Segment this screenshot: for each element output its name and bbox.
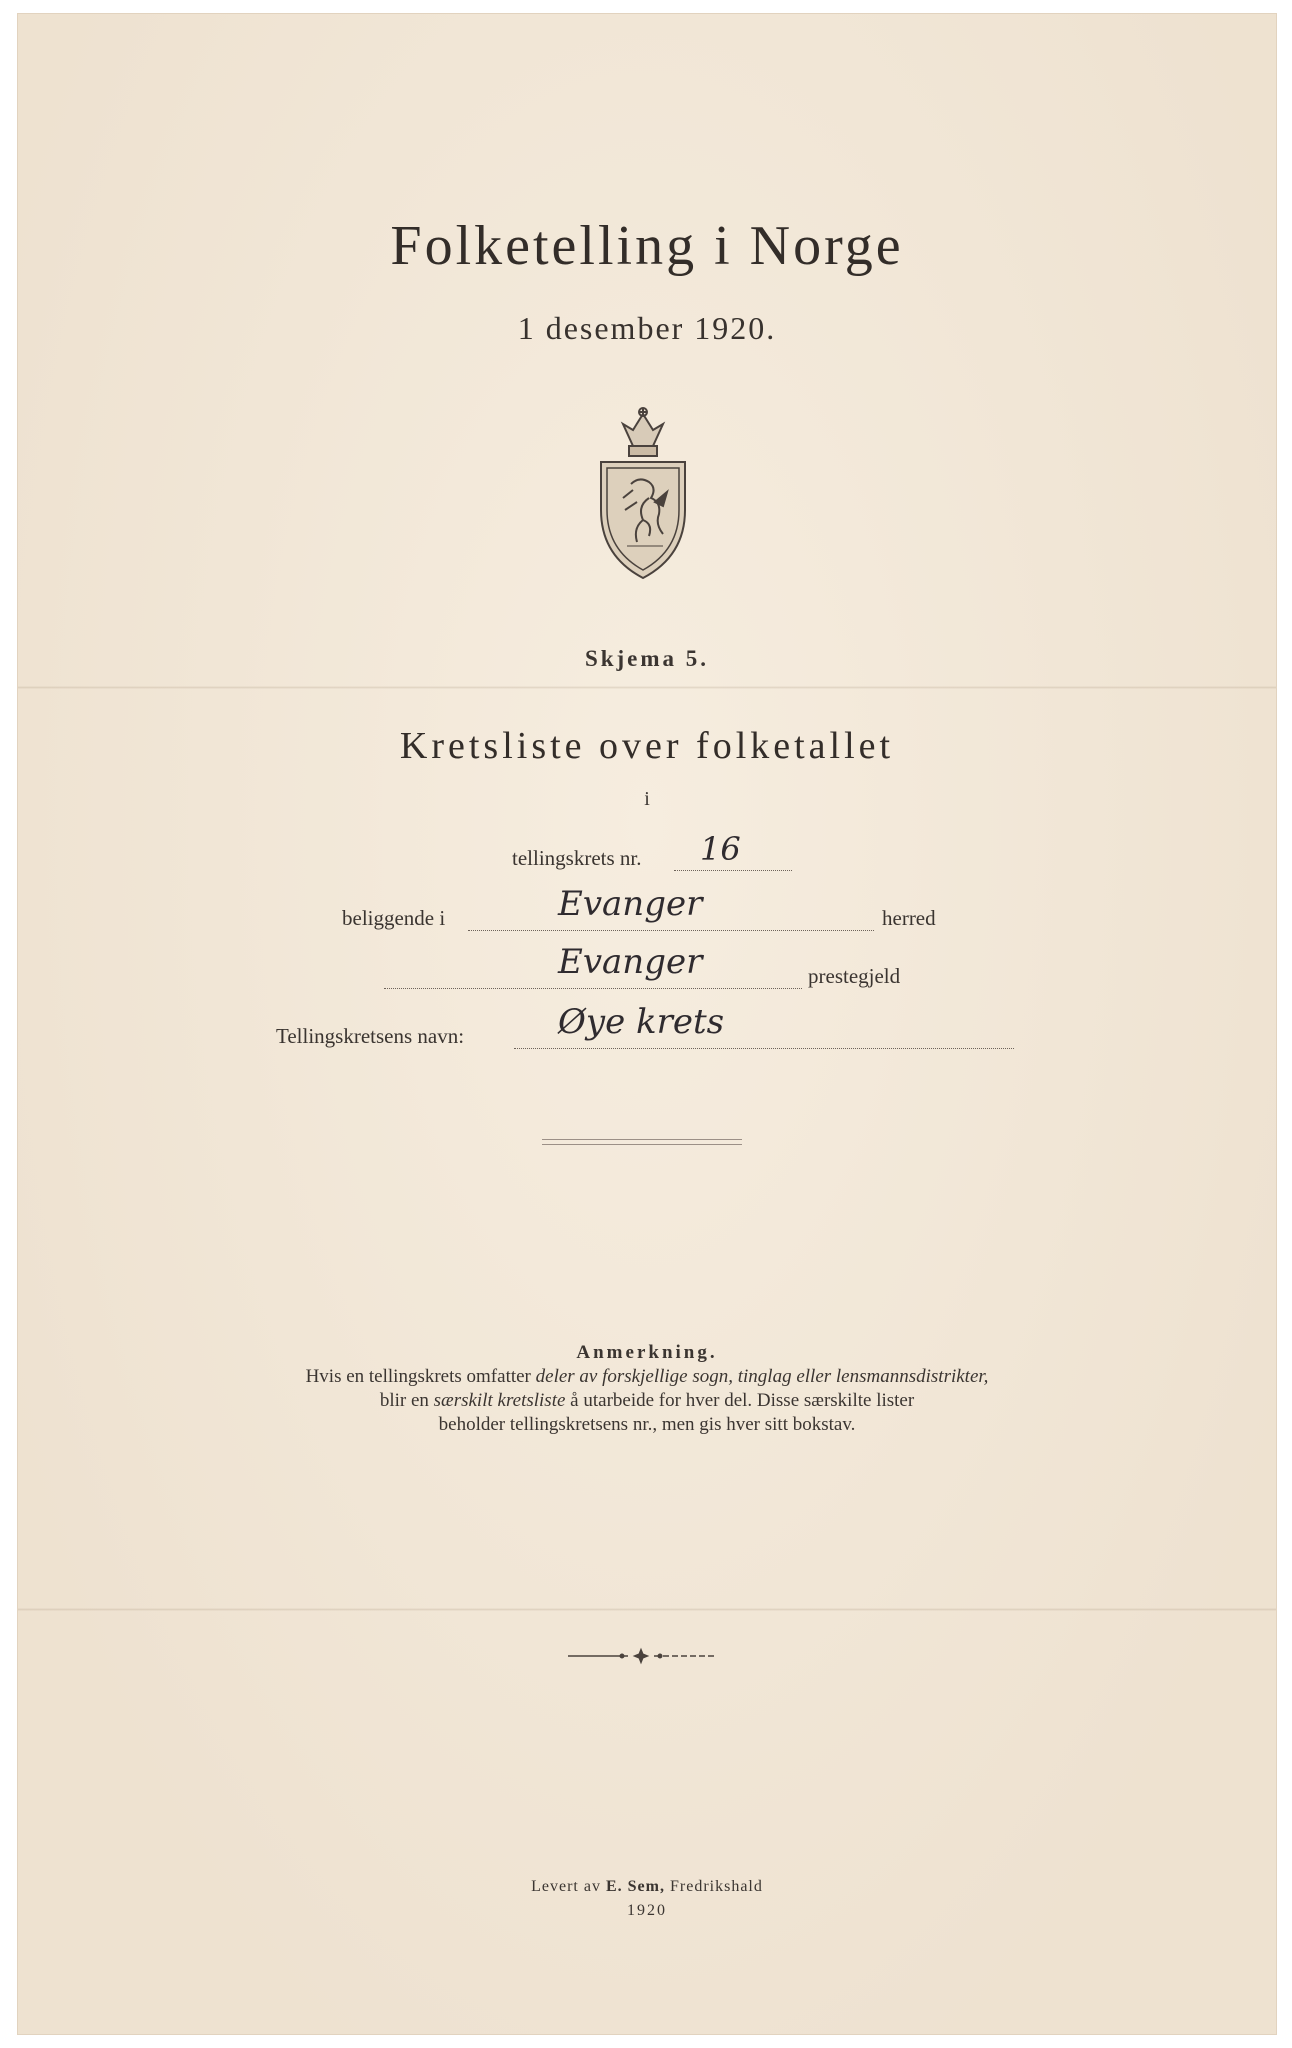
navn-value: Øye krets [558,1002,725,1042]
ornament-divider-icon [566,1646,716,1666]
printer-prefix: Levert av [531,1878,606,1895]
document-title: Folketelling i Norge [390,215,904,277]
preposition-i: i [644,788,650,810]
krets-value: 16 [700,830,741,868]
krets-label: tellingskrets nr. [512,846,642,870]
herred-label: herred [882,906,936,930]
printer-name: E. Sem, [605,1878,665,1895]
schema-number: Skjema 5. [584,646,710,671]
document-subtitle: Kretsliste over folketallet [399,725,895,767]
document-date: 1 desember 1920. [517,310,777,346]
printer-credit [18,1878,1276,1896]
paper-fold-upper [18,686,1276,689]
navn-dotline [514,1048,1014,1049]
printer-place: Fredrikshald [664,1878,763,1895]
beliggende-label: beliggende i [342,906,446,930]
census-form-page [18,14,1276,2034]
navn-label: Tellingskretsens navn: [276,1024,465,1048]
herred-dotline [468,930,874,931]
krets-dotline [674,870,792,871]
paper-fold-lower [18,1608,1276,1611]
norwegian-coat-of-arms-icon [593,406,693,582]
note-heading: Anmerkning. [576,1342,718,1363]
prestegjeld-value: Evanger [558,942,703,982]
prestegjeld-dotline [384,988,802,989]
prestegjeld-label: prestegjeld [808,964,901,988]
herred-value: Evanger [558,884,703,924]
note-line-1-text: Hvis en tellingskrets omfatter [305,1366,536,1387]
note-line-2-text-c: å utarbeide for hver del. Disse særskilte lister [565,1390,915,1411]
note-line-2-emphasis: særskilt kretsliste [433,1390,566,1411]
section-separator [542,1139,742,1145]
note-line-2 [18,1390,1276,1412]
note-line-1-emphasis: deler av forskjellige sogn, tinglag eller lensmannsdistrikter, [535,1366,989,1387]
note-line-3: beholder tellingskretsens nr., men gis hver sitt bokstav. [438,1414,856,1435]
note-line-1 [18,1366,1276,1388]
printer-year: 1920 [627,1902,667,1919]
note-line-2-text-a: blir en [379,1390,434,1411]
